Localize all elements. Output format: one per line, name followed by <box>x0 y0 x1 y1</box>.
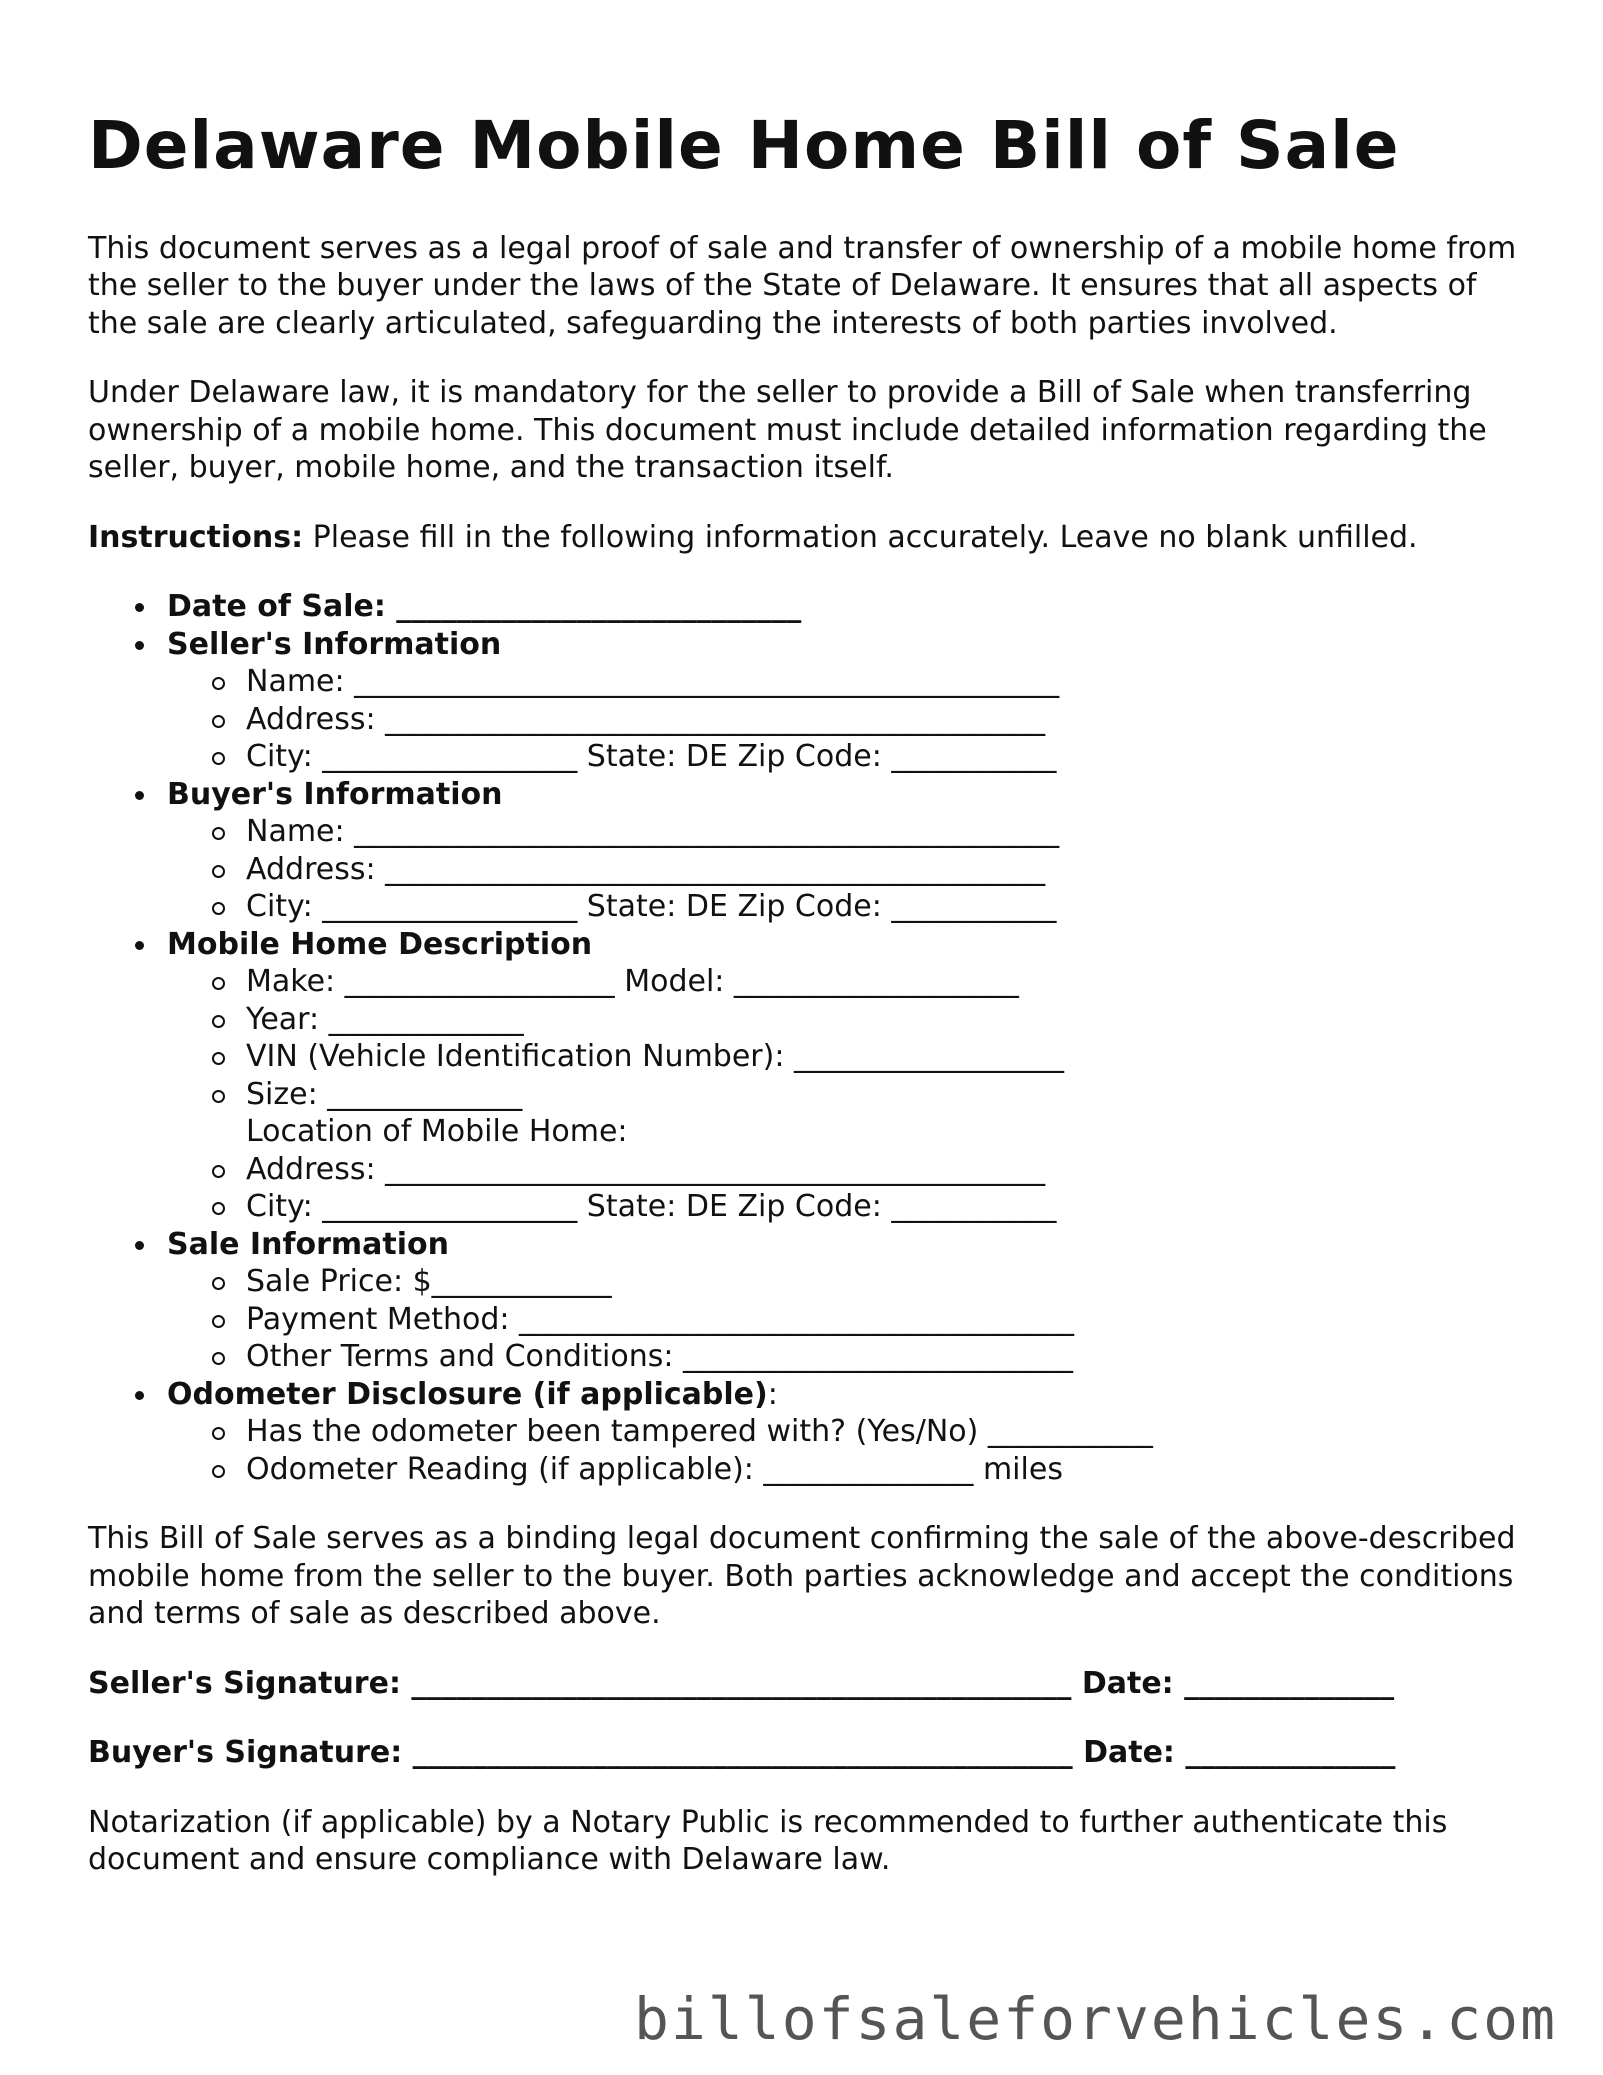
page-title: Delaware Mobile Home Bill of Sale <box>88 107 1400 184</box>
document-page <box>88 108 1528 1911</box>
odometer-section <box>88 1376 1528 1489</box>
buyer-signature-label: Buyer's Signature: ____________________________________________ Date: ______________ <box>88 1735 1396 1771</box>
odometer-heading-suffix: : <box>767 1376 778 1412</box>
year-field[interactable]: Year: _____________ <box>167 1001 1528 1039</box>
seller-section <box>88 626 1528 776</box>
size-field[interactable]: Size: _____________ <box>167 1076 1528 1114</box>
odometer-tampered-field[interactable]: Has the odometer been tampered with? (Yes/No) ___________ <box>167 1413 1528 1451</box>
location-city-field[interactable]: City: _________________ State: DE Zip Code: ___________ <box>167 1188 1528 1226</box>
seller-signature-line[interactable] <box>88 1665 1528 1703</box>
law-paragraph: Under Delaware law, it is mandatory for the seller to provide a Bill of Sale when transferring ownership of a mobile home. This document must include detailed information regarding the seller, buyer, mobile home, and the transaction itself. <box>88 375 1487 486</box>
mobile-home-heading: Mobile Home Description <box>167 926 593 962</box>
notarization-paragraph: Notarization (if applicable) by a Notary Public is recommended to further authenticate this document and ensure compliance with Delaware law. <box>88 1804 1448 1878</box>
date-of-sale-field[interactable]: Date of Sale: ___________________________ <box>167 589 802 625</box>
form-fields-list <box>88 588 1528 1488</box>
buyer-city-field[interactable]: City: _________________ State: DE Zip Code: ___________ <box>167 888 1528 926</box>
sale-heading: Sale Information <box>167 1226 449 1262</box>
seller-address-field[interactable]: Address: ____________________________________________ <box>167 701 1528 739</box>
instructions-label: Instructions: <box>88 519 304 555</box>
instructions-text: Please fill in the following information accurately. Leave no blank unfilled. <box>303 519 1418 555</box>
buyer-heading: Buyer's Information <box>167 776 503 812</box>
location-label: Location of Mobile Home: <box>246 1114 628 1150</box>
make-model-field[interactable]: Make: __________________ Model: ___________________ <box>167 963 1528 1001</box>
buyer-address-field[interactable]: Address: ____________________________________________ <box>167 851 1528 889</box>
buyer-section <box>88 776 1528 926</box>
seller-city-field[interactable]: City: _________________ State: DE Zip Code: ___________ <box>167 738 1528 776</box>
sale-section <box>88 1226 1528 1376</box>
seller-name-field[interactable]: Name: _______________________________________________ <box>167 663 1528 701</box>
date-of-sale-item <box>88 588 1528 626</box>
seller-heading: Seller's Information <box>167 626 502 662</box>
site-watermark: billofsaleforvehicles.com <box>634 1985 1557 2053</box>
buyer-name-field[interactable]: Name: _______________________________________________ <box>167 813 1528 851</box>
other-terms-field[interactable]: Other Terms and Conditions: __________________________ <box>167 1338 1528 1376</box>
buyer-signature-line[interactable] <box>88 1734 1528 1772</box>
location-address-field[interactable]: Address: ____________________________________________ <box>167 1151 1528 1189</box>
sale-price-field[interactable]: Sale Price: $____________ <box>167 1263 1528 1301</box>
binding-paragraph: This Bill of Sale serves as a binding legal document confirming the sale of the above-described mobile home from the seller to the buyer. Both parties acknowledge and accept the conditions and terms of sale as described above. <box>88 1521 1516 1632</box>
intro-paragraph: This document serves as a legal proof of sale and transfer of ownership of a mobile home from the seller to the buyer under the laws of the State of Delaware. It ensures that all aspects of the sale are clearly articulated, safeguarding the interests of both parties involved. <box>88 230 1517 341</box>
odometer-heading: Odometer Disclosure (if applicable) <box>167 1376 768 1412</box>
odometer-reading-field[interactable]: Odometer Reading (if applicable): ______________ miles <box>167 1451 1528 1489</box>
instructions-paragraph <box>88 519 1528 557</box>
mobile-home-section <box>88 926 1528 1226</box>
payment-method-field[interactable]: Payment Method: _____________________________________ <box>167 1301 1528 1339</box>
vin-field[interactable]: VIN (Vehicle Identification Number): __________________ <box>167 1038 1528 1076</box>
seller-signature-label: Seller's Signature: ____________________________________________ Date: ______________ <box>88 1665 1395 1701</box>
